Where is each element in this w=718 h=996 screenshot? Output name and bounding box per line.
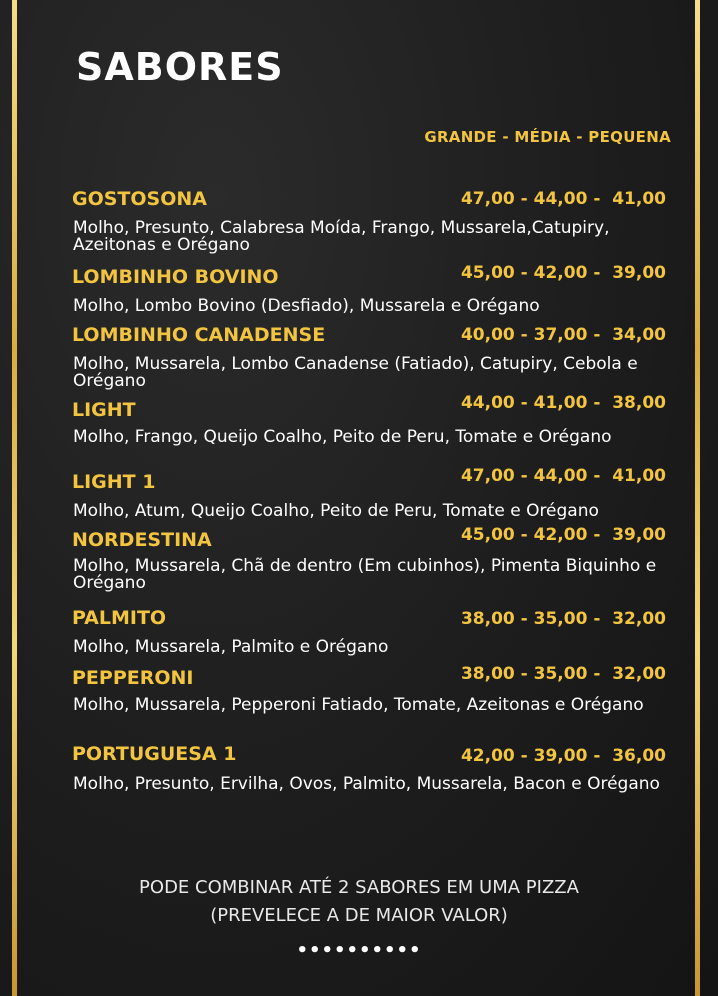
flavor-description: Molho, Atum, Queijo Coalho, Peito de Peru, Tomate e Orégano: [73, 501, 599, 521]
size-header: GRANDE - MÉDIA - PEQUENA: [424, 128, 671, 146]
flavor-prices: 45,00 - 42,00 - 39,00: [460, 263, 666, 283]
footer-line-2: (PREVELECE A DE MAIOR VALOR): [210, 905, 508, 926]
flavor-name: LIGHT: [72, 399, 136, 421]
flavor-prices: 38,00 - 35,00 - 32,00: [460, 609, 666, 629]
flavor-name: NORDESTINA: [72, 529, 212, 551]
flavor-prices: 42,00 - 39,00 - 36,00: [460, 746, 666, 766]
gold-border-left: [12, 0, 17, 996]
footer-note: [0, 874, 718, 930]
flavor-name: LIGHT 1: [72, 471, 156, 493]
decorative-dots: ••••••••••: [296, 940, 422, 961]
gold-border-right: [695, 0, 700, 996]
flavor-description: Molho, Presunto, Calabresa Moída, Frango, Mussarela,Catupiry, Azeitonas e Orégano: [73, 218, 610, 255]
flavor-prices: 44,00 - 41,00 - 38,00: [460, 393, 666, 413]
flavor-name: LOMBINHO BOVINO: [72, 266, 279, 288]
flavor-description: Molho, Mussarela, Chã de dentro (Em cubinhos), Pimenta Biquinho e Orégano: [73, 556, 657, 593]
flavor-prices: 47,00 - 44,00 - 41,00: [460, 189, 666, 209]
flavor-description: Molho, Frango, Queijo Coalho, Peito de Peru, Tomate e Orégano: [73, 427, 612, 447]
flavor-prices: 40,00 - 37,00 - 34,00: [460, 325, 666, 345]
flavor-name: PORTUGUESA 1: [72, 743, 237, 765]
flavor-name: PALMITO: [72, 607, 167, 629]
flavor-description: Molho, Lombo Bovino (Desfiado), Mussarela e Orégano: [73, 296, 540, 316]
flavor-description: Molho, Mussarela, Palmito e Orégano: [73, 637, 389, 657]
flavor-name: PEPPERONI: [72, 667, 194, 689]
flavor-description: Molho, Mussarela, Lombo Canadense (Fatiado), Catupiry, Cebola e Orégano: [73, 354, 638, 391]
footer-line-1: PODE COMBINAR ATÉ 2 SABORES EM UMA PIZZA: [139, 877, 579, 898]
flavor-prices: 45,00 - 42,00 - 39,00: [460, 525, 666, 545]
page-title: SABORES: [76, 45, 284, 89]
flavor-description: Molho, Presunto, Ervilha, Ovos, Palmito, Mussarela, Bacon e Orégano: [73, 774, 660, 794]
flavor-name: GOSTOSONA: [72, 188, 207, 210]
flavor-name: LOMBINHO CANADENSE: [72, 324, 326, 346]
flavor-prices: 47,00 - 44,00 - 41,00: [460, 466, 666, 486]
flavor-description: Molho, Mussarela, Pepperoni Fatiado, Tomate, Azeitonas e Orégano: [73, 695, 644, 715]
flavor-prices: 38,00 - 35,00 - 32,00: [460, 664, 666, 684]
